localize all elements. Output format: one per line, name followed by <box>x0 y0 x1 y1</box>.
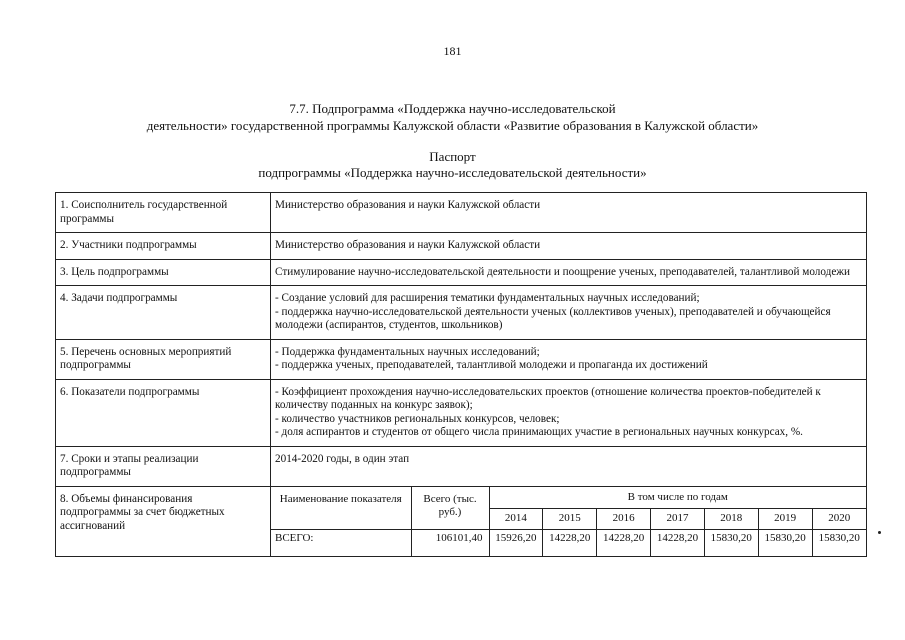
row-value-line: - Коэффициент прохождения научно-исследовательских проектов (отношение количества проектов-победителей к количеству поданных на конкурс заявок); <box>275 385 821 411</box>
row-value-line: - доля аспирантов и студентов от общего числа принимающих участие в региональных научных конкурсах, %. <box>275 426 803 438</box>
row-value <box>271 286 867 340</box>
fin-col-years: В том числе по годам <box>489 487 866 509</box>
fin-year-value: 14228,20 <box>651 530 705 557</box>
passport-row <box>56 193 867 233</box>
fin-year-header: 2016 <box>597 509 651 530</box>
fin-year-header: 2020 <box>812 509 866 530</box>
fin-year-header: 2014 <box>489 509 543 530</box>
fin-year-value: 15926,20 <box>489 530 543 557</box>
row-value <box>271 233 867 260</box>
passport-row <box>56 339 867 379</box>
passport-row <box>56 259 867 286</box>
fin-year-value: 15830,20 <box>812 530 866 557</box>
row-value <box>271 259 867 286</box>
passport-title: Паспорт <box>429 149 476 164</box>
fin-total-sum: 106101,40 <box>411 530 489 557</box>
heading-line-2: деятельности» государственной программы Калужской области «Развитие образования в Калужской области» <box>146 118 759 133</box>
row-label: 6. Показатели подпрограммы <box>56 379 271 446</box>
row-value-line: Министерство образования и науки Калужской области <box>275 239 541 251</box>
row-value-line: 2014-2020 годы, в один этап <box>275 452 410 465</box>
row-value <box>271 446 867 486</box>
fin-year-value: 15830,20 <box>704 530 758 557</box>
passport-row <box>56 446 867 486</box>
row-label: 4. Задачи подпрограммы <box>56 286 271 340</box>
passport-row <box>56 379 867 446</box>
passport-row <box>56 286 867 340</box>
row-label: 3. Цель подпрограммы <box>56 259 271 286</box>
scan-speck <box>878 531 881 534</box>
heading-line-1: 7.7. Подпрограмма «Поддержка научно-исследовательской <box>289 101 616 116</box>
financing-cell <box>271 486 867 557</box>
passport-table <box>55 192 867 557</box>
row-label: 5. Перечень основных мероприятий подпрограммы <box>56 339 271 379</box>
row-value <box>271 193 867 233</box>
row-label: 7. Сроки и этапы реализации подпрограммы <box>56 446 271 486</box>
row-label: 1. Соисполнитель государственной программы <box>56 193 271 233</box>
row-value-line: - поддержка научно-исследовательской деятельности ученых (коллективов ученых), преподавателей и обучающейся молодежи (аспирантов, студентов, школьников) <box>275 305 831 331</box>
row-value <box>271 339 867 379</box>
fin-year-value: 14228,20 <box>543 530 597 557</box>
page-number: 181 <box>443 44 462 58</box>
fin-year-header: 2019 <box>758 509 812 530</box>
row-value-line: - Создание условий для расширения тематики фундаментальных научных исследований; <box>275 292 700 304</box>
fin-year-header: 2017 <box>651 509 705 530</box>
fin-total-name: ВСЕГО: <box>271 530 411 557</box>
fin-col-total: Всего (тыс. руб.) <box>411 487 489 530</box>
row-value-line: Стимулирование научно-исследовательской деятельности и поощрение ученых, преподавателей, талантливой молодежи <box>275 265 851 278</box>
row-value-line: - количество участников региональных конкурсов, человек; <box>275 412 560 425</box>
section-heading <box>0 100 905 134</box>
financing-table <box>271 487 866 557</box>
fin-year-header: 2018 <box>704 509 758 530</box>
row-label: 2. Участники подпрограммы <box>56 233 271 260</box>
row-value-line: Министерство образования и науки Калужской области <box>275 199 541 211</box>
passport-subtitle: подпрограммы «Поддержка научно-исследовательской деятельности» <box>258 165 647 180</box>
fin-col-name: Наименование показателя <box>271 487 411 530</box>
fin-year-value: 14228,20 <box>597 530 651 557</box>
fin-year-header: 2015 <box>543 509 597 530</box>
row-value-line: - Поддержка фундаментальных научных исследований; <box>275 345 540 358</box>
financing-row <box>56 486 867 557</box>
fin-year-value: 15830,20 <box>758 530 812 557</box>
row-value <box>271 379 867 446</box>
passport-title-block <box>0 149 905 181</box>
passport-row <box>56 233 867 260</box>
financing-label: 8. Объемы финансирования подпрограммы за счет бюджетных ассигнований <box>56 486 271 557</box>
row-value-line: - поддержка ученых, преподавателей, талантливой молодежи и пропаганда их достижений <box>275 359 708 371</box>
